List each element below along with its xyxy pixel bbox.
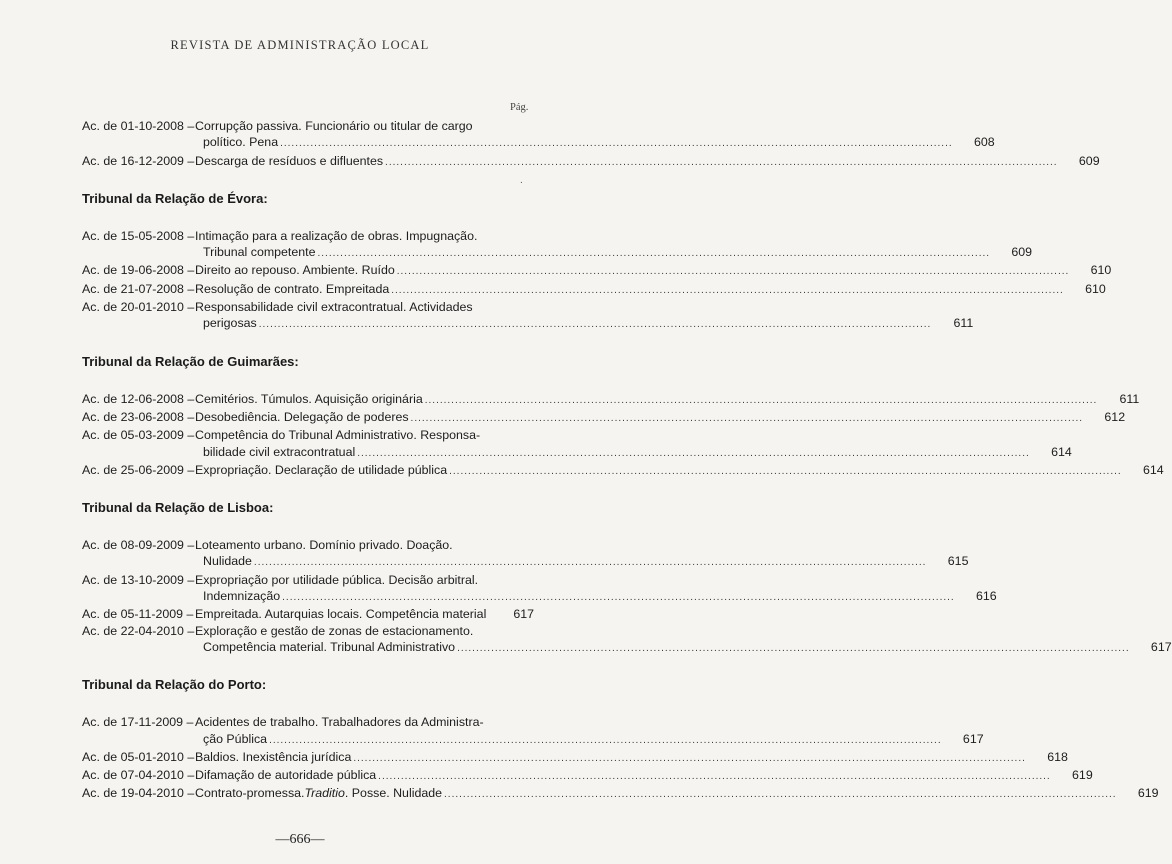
running-header: REVISTA DE ADMINISTRAÇÃO LOCAL (170, 38, 430, 52)
index-entry (82, 749, 1068, 767)
page-ref: 614 (1142, 462, 1164, 477)
entry-subject-text: Cemitérios. Túmulos. Aquisição originária (195, 391, 423, 406)
entry-subject-text: Nulidade (203, 554, 252, 569)
page-column-label: Pág. (510, 102, 529, 113)
ruling-date: Ac. de 15-05-2008 – (82, 228, 195, 243)
section-title: Tribunal da Relação de Évora: (82, 190, 268, 206)
entry-subject-text: Contrato-promessa. (195, 786, 305, 801)
index-entry (82, 537, 969, 572)
page-ref: 617 (513, 607, 534, 622)
ruling-date: Ac. de 21-07-2008 – (82, 281, 195, 296)
ruling-date: Ac. de 22-04-2010 – (82, 623, 195, 638)
dot-leader (391, 283, 1064, 299)
dot-leader (353, 751, 1026, 767)
page-ref: 609 (1011, 245, 1033, 260)
index-entry (82, 299, 974, 334)
dot-leader (444, 787, 1117, 803)
page-ref: 617 (962, 731, 984, 746)
index-entry (82, 572, 997, 607)
entry-subject-text: Traditio (304, 786, 345, 801)
entry-subject-text: Baldios. Inexistência jurídica (195, 749, 352, 764)
ruling-date: Ac. de 05-01-2010 – (82, 749, 195, 764)
ruling-date: Ac. de 17-11-2009 – (82, 715, 194, 730)
court-section (82, 190, 1112, 334)
entry-subject-text: Corrupção passiva. Funcionário ou titular de cargo (195, 119, 473, 133)
page-ref: 616 (976, 589, 997, 604)
index-entry (82, 714, 984, 749)
index-entry (82, 409, 1126, 427)
ruling-date: Ac. de 23-06-2008 – (82, 409, 195, 424)
index-entry (82, 767, 1093, 785)
dot-leader (411, 411, 1084, 427)
entry-subject-text: Expropriação. Declaração de utilidade pública (195, 462, 448, 477)
section-title: Tribunal da Relação do Porto: (82, 677, 267, 693)
page-ref: 614 (1051, 444, 1072, 459)
index-entry (82, 606, 534, 622)
page-ref: 609 (1078, 153, 1100, 168)
entry-subject-text: Competência do Tribunal Administrativo. Responsa- (195, 428, 481, 443)
index-entry (82, 623, 1172, 658)
dot-leader (397, 264, 1070, 280)
entry-subject-text: Empreitada. Autarquias locais. Competência material (195, 607, 487, 622)
ruling-date: Ac. de 01-10-2008 – (82, 119, 195, 133)
page-ref: 619 (1137, 786, 1159, 801)
dot-leader (318, 246, 991, 262)
dot-leader (378, 769, 1051, 785)
page-ref: 611 (1119, 391, 1140, 406)
ruling-date: Ac. de 16-12-2009 – (82, 153, 195, 168)
ruling-date: Ac. de 12-06-2008 – (82, 391, 195, 406)
ruling-date: Ac. de 05-11-2009 – (82, 607, 194, 622)
page-ref: 612 (1104, 409, 1126, 424)
dot-leader (457, 641, 1130, 657)
index-entry (82, 391, 1140, 409)
index-entry (82, 281, 1106, 299)
entry-subject-text: político. Pena (203, 135, 279, 150)
page-ref: 619 (1072, 768, 1093, 783)
dot-leader (259, 317, 932, 333)
entry-subject-text: Tribunal competente (203, 245, 316, 260)
index-entry (82, 118, 995, 153)
ruling-date: Ac. de 08-09-2009 – (82, 538, 195, 553)
court-section (82, 677, 1159, 803)
dot-leader (449, 464, 1122, 480)
index-entry (82, 785, 1159, 803)
ruling-date: Ac. de 19-04-2010 – (82, 786, 195, 801)
page-ref: 615 (947, 554, 969, 569)
index-entry (82, 462, 1164, 480)
section-title: Tribunal da Relação de Lisboa: (82, 500, 274, 516)
entry-subject-text: Indemnização (203, 589, 281, 604)
ruling-date: Ac. de 05-03-2009 – (82, 428, 195, 443)
table-of-contents (82, 118, 1172, 804)
dot-leader (357, 446, 1030, 462)
entry-subject-text: Desobediência. Delegação de poderes (195, 409, 409, 424)
entry-subject-text: Exploração e gestão de zonas de estacionamento. (195, 623, 474, 638)
index-entry (82, 427, 1072, 462)
entry-subject-text: Resolução de contrato. Empreitada (195, 281, 390, 296)
entry-subject-text: Responsabilidade civil extracontratual. Actividades (195, 300, 473, 315)
page-ref: 610 (1090, 263, 1112, 278)
index-entry (82, 153, 1100, 171)
entry-subject-text: Direito ao repouso. Ambiente. Ruído (195, 263, 395, 278)
entry-subject-text: Expropriação por utilidade pública. Decisão arbitral. (195, 572, 479, 587)
entry-subject-text: . Posse. Nulidade (344, 786, 443, 801)
entry-subject-text: Loteamento urbano. Domínio privado. Doação. (195, 538, 453, 553)
index-entry (82, 262, 1112, 280)
entry-subject-text: perigosas (203, 316, 257, 331)
dot-leader (425, 393, 1098, 409)
entry-subject-text: bilidade civil extracontratual (203, 444, 356, 459)
entry-subject-text: Intimação para a realização de obras. Impugnação. (195, 228, 478, 243)
dot-leader (385, 155, 1058, 171)
ruling-date: Ac. de 07-04-2010 – (82, 768, 195, 783)
ruling-date: Ac. de 19-06-2008 – (82, 263, 195, 278)
page-ref: 608 (973, 135, 995, 150)
dot-leader (254, 555, 927, 571)
section-title: Tribunal da Relação de Guimarães: (82, 353, 299, 369)
stray-mark: . (520, 175, 523, 186)
page-number: —666— (275, 832, 325, 847)
entry-subject-text: ção Pública (203, 731, 268, 746)
page-ref: 610 (1085, 281, 1106, 296)
entry-subject-text: Descarga de resíduos e difluentes (195, 153, 384, 168)
page-ref: 617 (1150, 639, 1172, 654)
page-ref: 611 (953, 316, 974, 331)
page-ref: 618 (1047, 749, 1068, 764)
index-entry (82, 228, 1033, 263)
dot-leader (282, 590, 955, 606)
dot-leader (280, 136, 953, 152)
entry-subject-text: Difamação de autoridade pública (195, 768, 377, 783)
ruling-date: Ac. de 25-06-2009 – (82, 462, 195, 477)
ruling-date: Ac. de 13-10-2009 – (82, 572, 195, 587)
ruling-date: Ac. de 20-01-2010 – (82, 300, 195, 315)
entry-subject-text: Competência material. Tribunal Administrativo (203, 639, 456, 654)
court-section (82, 353, 1164, 480)
court-section (82, 118, 1100, 171)
entry-subject-text: Acidentes de trabalho. Trabalhadores da Administra- (195, 715, 484, 730)
dot-leader (269, 733, 942, 749)
court-section (82, 500, 1172, 657)
